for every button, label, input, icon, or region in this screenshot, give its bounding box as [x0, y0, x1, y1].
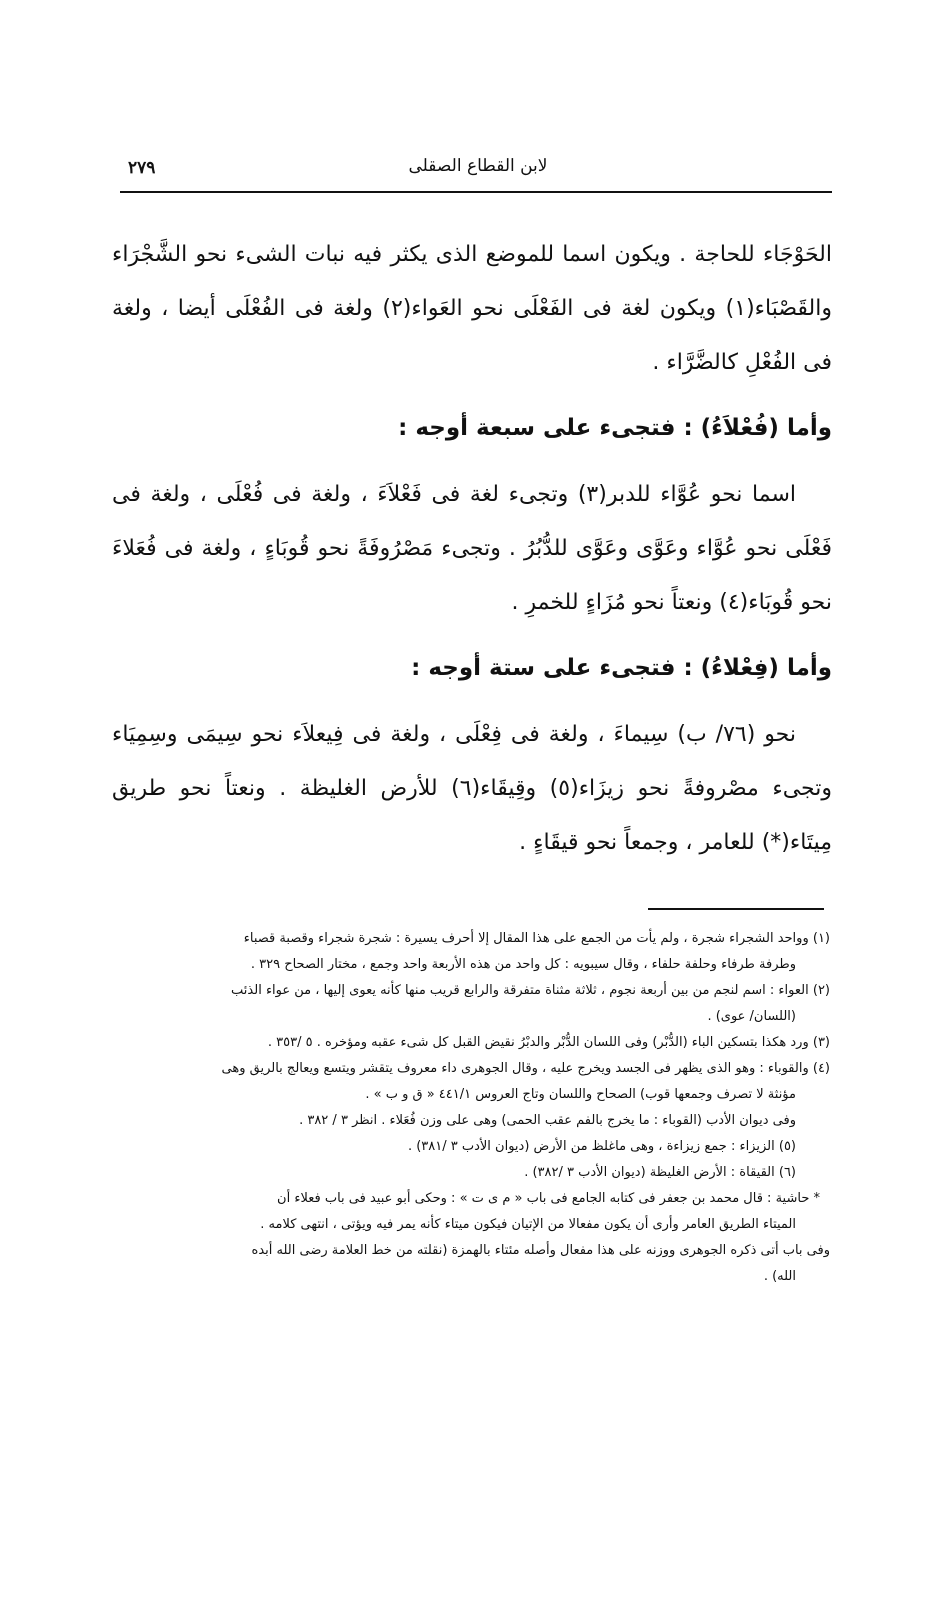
page-header — [128, 150, 828, 190]
footnote-3: (٣) ورد هكذا بتسكين الباء (الدُّبْر) وفى اللسان الدُّبْر والدبْرُ نقيض القبل كل شىء عقبه ومؤخره . ٥ /٣٥٣ . — [267, 1035, 830, 1050]
footnote-2-line-1: (٢) العواء : اسم لنجم من بين أربعة نجوم ، ثلاثة مثناة متفرقة والرابع قريب منها كأنه يعوى إليها ، من عواء الذئب — [231, 983, 830, 998]
section-heading-filaa: وأما (فِعْلاءُ) : فتجىء على ستة أوجه : — [411, 655, 832, 681]
footnote-1-line-1: (١) وواحد الشجراء شجرة ، ولم يأت من الجمع على هذا المقال إلا أحرف يسيرة : شجرة شجراء وقصبة قصباء — [243, 931, 830, 946]
footnote-star-line-2: الميتاء الطريق العامر وأرى أن يكون مفعالا من الإتيان فيكون ميتاء كأنه يمر فيه ويؤتى ، انتهى كلامه . — [260, 1217, 796, 1232]
section-heading-fulaa: وأما (فُعْلاَءُ) : فتجىء على سبعة أوجه : — [398, 415, 832, 441]
footnote-6: (٦) القيقاة : الأرض الغليظة (ديوان الأدب ٣ /٣٨٢) . — [524, 1165, 796, 1180]
paragraph-2: اسما نحو عُوَّاء للدبر(٣) وتجىء لغة فى فَعْلاَءَ ، ولغة فى فُعْلَى ، ولغة فى فَعْلَى نحو عُوَّاء وعَوَّى وعَوَّى للدُّبُرُ . وتجىء مَصْرُوفَةً نحو قُوبَاءٍ ، ولغة فى فُعَلاءَ نحو قُوبَاء(٤) ونعتاً نحو مُزَاءٍ للخمرِ . — [112, 482, 832, 615]
header-rule — [120, 191, 832, 193]
footnote-star-line-3: وفى باب أتى ذكره الجوهرى ووزنه على هذا مفعال وأصله مئتاء بالهمزة (نقلته من خط العلامة رضى الله أبده — [251, 1243, 830, 1258]
footnote-separator — [648, 908, 824, 910]
paragraph-3: نحو (٧٦/ ب) سِيماءَ ، ولغة فى فِعْلَى ، ولغة فى فِيعلاَء نحو سِيمَى وسِمِيَاء وتجىء مصْروفةً نحو زيزَاء(٥) وقِيقَاء(٦) للأرض الغليظة . ونعتاً نحو طريق مِيتَاء(*) للعامر ، وجمعاً نحو قيقَاءٍ . — [112, 722, 832, 855]
main-text — [112, 228, 832, 870]
footnote-1 — [112, 926, 830, 978]
footnote-4 — [112, 1056, 830, 1134]
footnote-2 — [112, 978, 830, 1030]
footnote-star-line-1: * حاشية : قال محمد بن جعفر فى كتابه الجامع فى باب « م ى ت » : وحكى أبو عبيد فى باب فعلاء أن — [277, 1191, 820, 1206]
page-number: ٢٧٩ — [128, 158, 156, 178]
footnote-1-line-2: وطرفة طرفاء وحلفة حلفاء ، وقال سيبويه : كل واحد من هذه الأربعة واحد وجمع ، مختار الصحاح ٣٢٩ . — [250, 957, 796, 972]
footnote-5: (٥) الزيزاء : جمع زيزاءة ، وهى ماغلظ من الأرض (ديوان الأدب ٣ /٣٨١) . — [407, 1139, 796, 1154]
footnotes — [112, 926, 830, 1290]
footnote-star-line-4: الله) . — [763, 1269, 796, 1284]
footnote-2-line-2: (اللسان/ عوى) . — [707, 1009, 796, 1024]
footnote-4-line-3: وفى ديوان الأدب (القوباء : ما يخرج بالفم عقب الحمى) وهى على وزن فُعَلاء . انظر ٣ / ٣٨٢ . — [299, 1113, 796, 1128]
footnote-star — [112, 1186, 830, 1238]
footnote-4-line-2: مؤنثة لا تصرف وجمعها قوب) الصحاح واللسان وتاج العروس ٤٤١/١ « ق و ب » . — [365, 1087, 796, 1102]
footnote-4-line-1: (٤) والقوباء : وهو الذى يظهر فى الجسد ويخرج عليه ، وقال الجوهرى داء معروف يتقشر ويتسع ويعالج بالريق وهى — [221, 1061, 830, 1076]
footnote-star-continuation — [112, 1238, 830, 1290]
running-title: لابن القطاع الصقلى — [408, 156, 548, 176]
paragraph-1: الحَوْجَاء للحاجة . ويكون اسما للموضع الذى يكثر فيه نبات الشىء نحو الشَّجْرَاء والقَصْبَاء(١) ويكون لغة فى الفَعْلَى نحو العَواء(٢) ولغة فى الفُعْلَى أيضا ، ولغة فى الفُعْلِ كالضَّرَّاء . — [112, 242, 832, 375]
